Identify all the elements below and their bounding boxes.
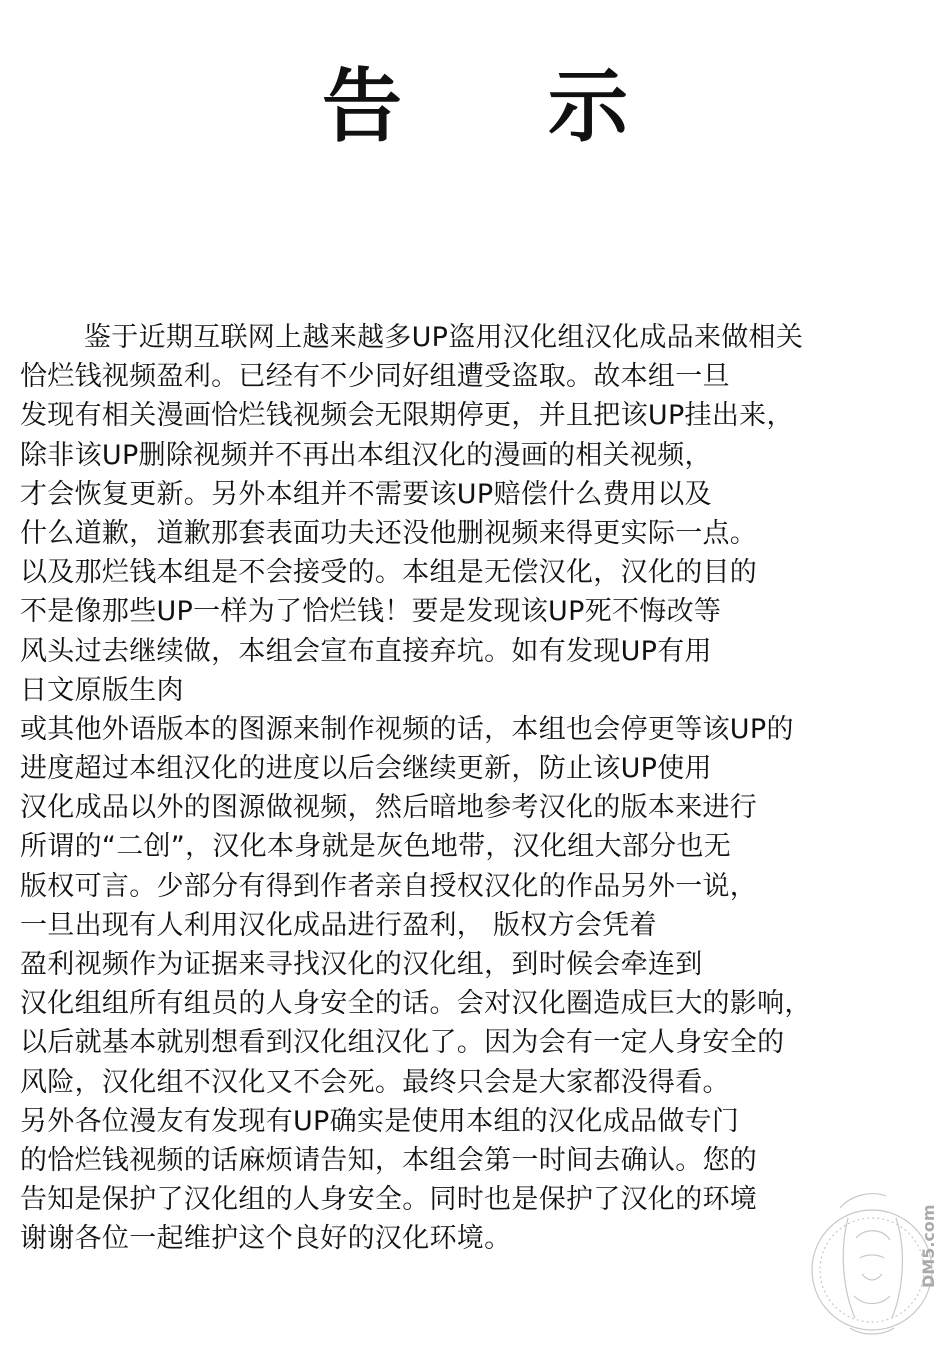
notice-line: 什么道歉，道歉那套表面功夫还没他删视频来得更实际一点。	[20, 517, 758, 549]
notice-line: 以后就基本就别想看到汉化组汉化了。因为会有一定人身安全的	[20, 1027, 785, 1059]
notice-line: 进度超过本组汉化的进度以后会继续更新，防止该UP使用	[20, 753, 712, 785]
notice-line: 版权可言。少部分有得到作者亲自授权汉化的作品另外一说，	[20, 870, 758, 902]
notice-line: 日文原版生肉	[20, 674, 184, 706]
notice-line: 汉化成品以外的图源做视频，然后暗地参考汉化的版本来进行	[20, 792, 758, 824]
notice-line: 告知是保护了汉化组的人身安全。同时也是保护了汉化的环境	[20, 1184, 758, 1216]
notice-line: 发现有相关漫画恰烂钱视频会无限期停更，并且把该UP挂出来，	[20, 400, 794, 432]
notice-line: 风头过去继续做，本组会宣布直接弃坑。如有发现UP有用	[20, 635, 712, 667]
notice-line: 风险，汉化组不汉化又不会死。最终只会是大家都没得看。	[20, 1066, 730, 1098]
notice-line: 不是像那些UP一样为了恰烂钱！要是发现该UP死不悔改等	[20, 596, 722, 628]
notice-line: 所谓的“二创”，汉化本身就是灰色地带，汉化组大部分也无	[20, 831, 732, 863]
notice-line: 恰烂钱视频盈利。已经有不少同好组遭受盗取。故本组一旦	[20, 361, 730, 393]
notice-line: 汉化组组所有组员的人身安全的话。会对汉化圈造成巨大的影响，	[20, 988, 812, 1020]
notice-line: 除非该UP删除视频并不再出本组汉化的漫画的相关视频，	[20, 439, 712, 471]
title-char-gao: 告	[322, 60, 402, 153]
notice-line: 盈利视频作为证据来寻找汉化的汉化组，到时候会牵连到	[20, 949, 703, 980]
dm5-watermark	[810, 1178, 940, 1353]
notice-body	[20, 318, 940, 1259]
notice-line: 一旦出现有人利用汉化成品进行盈利， 版权方会凭着	[20, 909, 657, 941]
notice-line: 以及那烂钱本组是不会接受的。本组是无偿汉化，汉化的目的	[20, 557, 758, 589]
notice-line: 的恰烂钱视频的话麻烦请告知，本组会第一时间去确认。您的	[20, 1144, 758, 1176]
dm5-logo-watermark-icon	[810, 1178, 940, 1353]
notice-line: 另外各位漫友有发现有UP确实是使用本组的汉化成品做专门	[20, 1105, 740, 1137]
notice-line: 或其他外语版本的图源来制作视频的话，本组也会停更等该UP的	[20, 713, 794, 745]
notice-line: 谢谢各位一起维护这个良好的汉化环境。	[20, 1223, 512, 1255]
title-char-shi: 示	[548, 60, 628, 153]
notice-line: 鉴于近期互联网上越来越多UP盗用汉化组汉化成品来做相关	[84, 322, 804, 353]
notice-title	[0, 62, 947, 152]
notice-line: 才会恢复更新。另外本组并不需要该UP赔偿什么费用以及	[20, 478, 712, 510]
watermark-text: DM5.com	[919, 1204, 938, 1288]
